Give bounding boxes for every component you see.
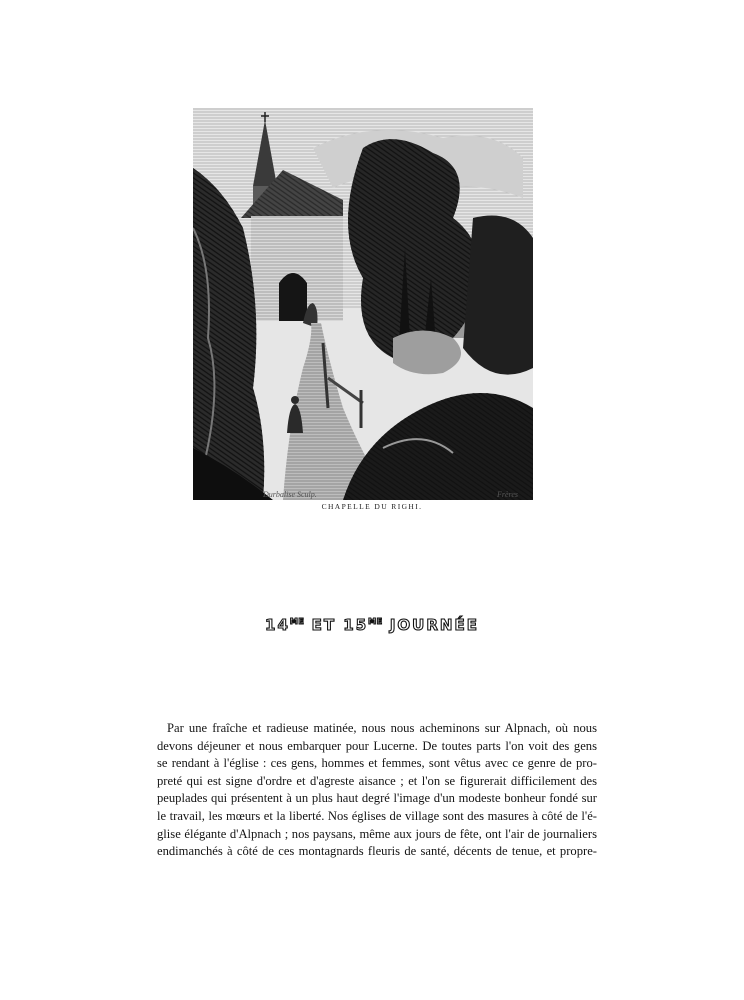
body-line: devons déjeuner et nous embarquer pour Lucerne. De toutes parts l'on voit des gens <box>157 738 597 753</box>
body-paragraph <box>157 720 597 861</box>
chapter-sup-1: ME <box>289 617 305 626</box>
illustration-caption: CHAPELLE DU RIGHI. <box>321 502 423 511</box>
body-line: endimanchés à côté de ces montagnards fleuris de santé, décents de tenue, et propre- <box>157 844 597 859</box>
body-line: glise élégante d'Alpnach ; nos paysans, même aux jours de fête, ont l'air de journaliers <box>157 826 597 841</box>
body-line: se rendant à l'église : ces gens, hommes et femmes, sont vêtus avec ce genre de pro- <box>157 756 597 771</box>
chapel-engraving <box>193 108 533 500</box>
chapter-conj: ET <box>311 616 337 634</box>
body-line: peuplades qui présentent à un plus haut degré l'image d'un modeste bonheur fondé sur <box>157 791 597 806</box>
chapter-word: JOURNÉE <box>389 616 479 634</box>
body-line: le travail, les mœurs et la liberté. Nos églises de village sont des masures à côté de l'é- <box>157 808 597 823</box>
chapter-heading <box>0 616 744 634</box>
engraver-signature-right: Frères <box>497 490 519 499</box>
body-line: Par une fraîche et radieuse matinée, nous nous acheminons sur Alpnach, où nous <box>167 721 597 735</box>
engraver-signature-left: Durbalise Sculp. <box>263 490 317 499</box>
chapter-num-1: 14 <box>265 616 290 634</box>
chapter-sup-2: ME <box>368 617 383 626</box>
body-line: preté qui est signe d'ordre et d'agreste aisance ; et l'on se figurerait difficilement des <box>157 773 597 788</box>
chapter-num-2: 15 <box>343 616 369 634</box>
